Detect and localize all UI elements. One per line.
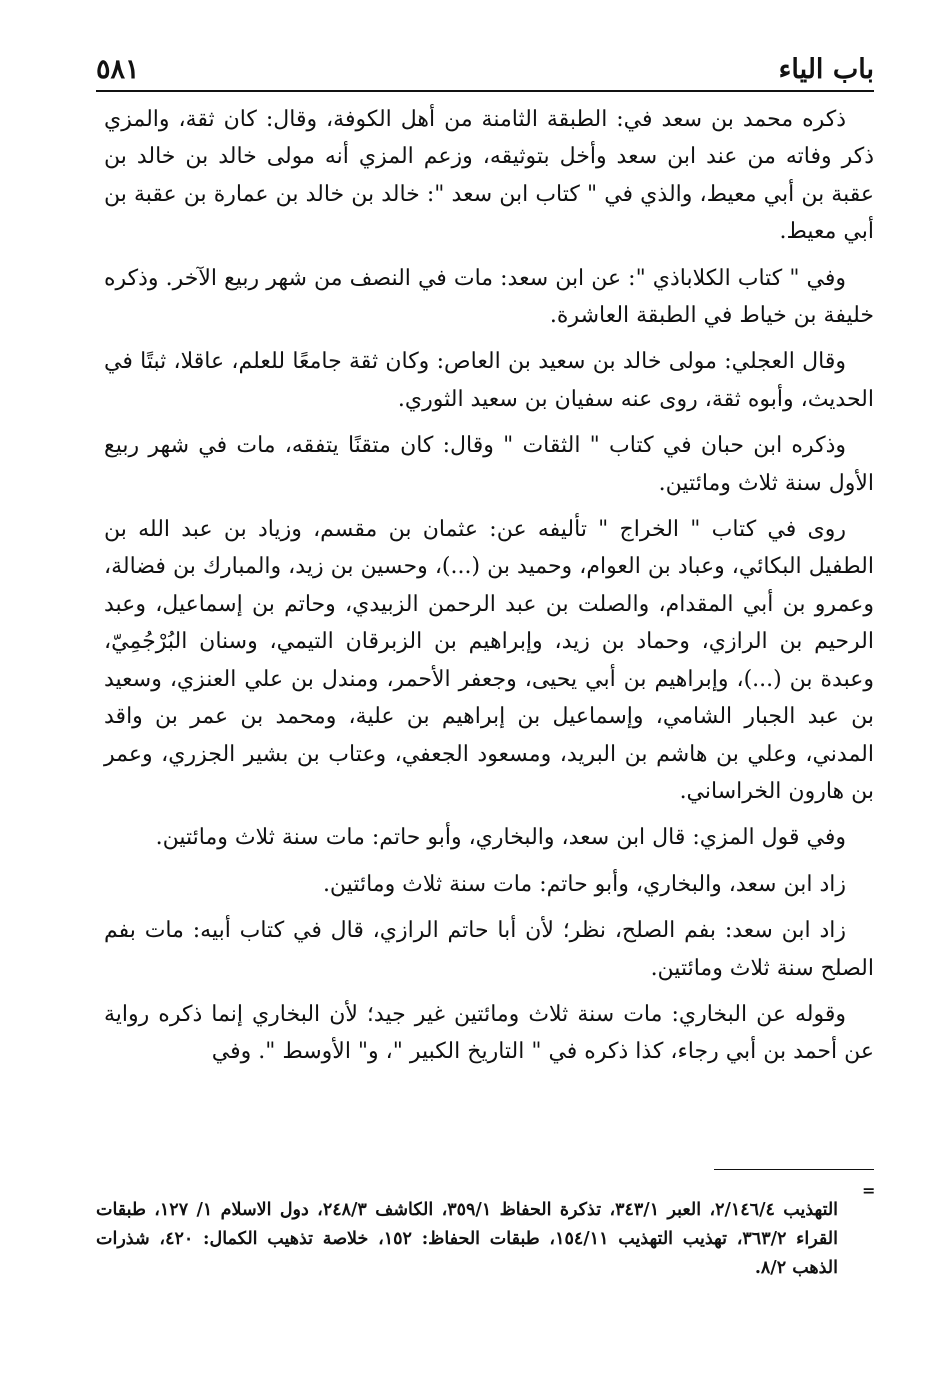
chapter-title: باب الياء (778, 54, 874, 85)
paragraph: وقال العجلي: مولى خالد بن سعيد بن العاص: وكان ثقة جامعًا للعلم، عاقلا، ثبتًا في الحديث، وأبوه ثقة، روى عنه سفيان بن سعيد الثوري. (104, 349, 874, 412)
header-divider (96, 90, 874, 92)
paragraph: وذكره ابن حبان في كتاب " الثقات " وقال: كان متقنًا يتفقه، مات في شهر ربيع الأول سنة ثلاث ومائتين. (104, 433, 874, 496)
paragraph: روى في كتاب " الخراج " تأليفه عن: عثمان بن مقسم، وزياد بن عبد الله بن الطفيل البكائي، وعباد بن العوام، وحميد بن (...)، وحسين بن زيد، والمبارك بن فضالة، وعمرو بن أبي المقدام، والصلت بن عبد الرحمن الزبيدي، وحاتم بن إسماعيل، وعبد الرحيم بن الرازي، وحماد بن زيد، وإبراهيم بن الزبرقان التيمي، وسنان البُرْجُمِيّ، وعبدة بن (...)، وإبراهيم بن أبي يحيى، وجعفر الأحمر، ومندل بن علي العنزي، وسعيد بن عبد الجبار الشامي، وإسماعيل بن إبراهيم بن علية، ومحمد بن عمر بن واقد المدني، وعلي بن هاشم بن البريد، ومسعود الجعفي، وعتاب بن بشير الجزري، وعمر بن هارون الخراساني. (104, 517, 874, 804)
footnote-divider (714, 1169, 874, 1170)
paragraph: وقوله عن البخاري: مات سنة ثلاث ومائتين غير جيد؛ لأن البخاري إنما ذكره رواية عن أحمد بن أبي رجاء، كذا ذكره في " التاريخ الكبير "، و" الأوسط ". وفي (104, 1001, 874, 1065)
footnote-continuation-marker: = (862, 1181, 876, 1200)
paragraph: وفي قول المزي: قال ابن سعد، والبخاري، وأبو حاتم: مات سنة ثلاث ومائتين. (155, 825, 846, 851)
paragraph: زاد ابن سعد، والبخاري، وأبو حاتم: مات سنة ثلاث ومائتين. (322, 871, 846, 897)
running-header (96, 44, 874, 90)
paragraph: زاد ابن سعد: بفم الصلح، نظر؛ لأن أبا حاتم الرازي، قال في كتاب أبيه: مات بفم الصلح سنة ثلاث ومائتين. (104, 918, 874, 981)
footnote: التهذيب ٢/١٤٦/٤، العبر ٣٤٣/١، تذكرة الحفاظ ٣٥٩/١، الكاشف ٢٤٨/٣، دول الاسلام ١/ ١٢٧، طبقات القراء ٣٦٣/٢، تهذيب التهذيب ١٥٤/١١، طبقات الحفاظ: ١٥٢، خلاصة تذهيب الكمال: ٤٢٠، شذرات الذهب ٨/٢. (96, 1200, 839, 1278)
main-text (104, 101, 874, 1080)
page-number: ٥٨١ (96, 54, 140, 85)
paragraph: ذكره محمد بن سعد في: الطبقة الثامنة من أهل الكوفة، وقال: كان ثقة، والمزي ذكر وفاته من عند ابن سعد وأخل بتوثيقه، وزعم المزي أنه مولى خالد بن خالد بن عقبة بن أبي معيط، والذي في " كتاب ابن سعد ": خالد بن خالد بن عمارة بن عقبة بن أبي معيط. (104, 107, 874, 245)
paragraph: وفي " كتاب الكلاباذي ": عن ابن سعد: مات في النصف من شهر ربيع الآخر. وذكره خليفة بن خياط في الطبقة العاشرة. (104, 265, 874, 329)
